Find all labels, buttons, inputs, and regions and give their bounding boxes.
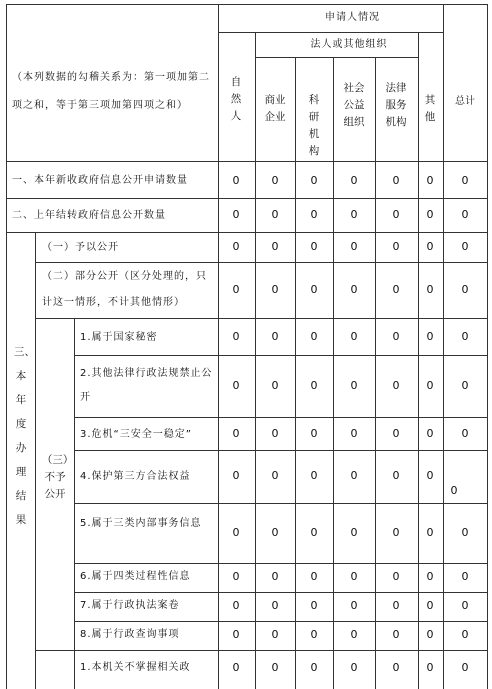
row-enforcement-files: 7.属于行政执法案卷 [80, 600, 180, 611]
value-cell: 0 [392, 240, 400, 253]
value-cell: 0 [461, 283, 469, 296]
value-cell: 0 [232, 469, 240, 482]
grid-line [218, 32, 443, 33]
value-cell: 0 [461, 240, 469, 253]
value-cell: 0 [271, 628, 279, 641]
value-cell: 0 [271, 526, 279, 539]
value-cell: 0 [310, 599, 318, 612]
grid-line [375, 57, 376, 689]
value-cell: 0 [461, 379, 469, 392]
value-cell: 0 [271, 661, 279, 674]
value-cell: 0 [450, 484, 458, 497]
value-cell: 0 [392, 526, 400, 539]
value-cell: 0 [426, 628, 434, 641]
value-cell: 0 [271, 208, 279, 221]
value-cell: 0 [426, 330, 434, 343]
value-cell: 0 [392, 427, 400, 440]
value-cell: 0 [426, 240, 434, 253]
grid-line [6, 161, 487, 162]
value-cell: 0 [392, 283, 400, 296]
other-header: 其他 [424, 94, 436, 123]
social-welfare-header: 社会公益组织 [343, 82, 365, 128]
grid-line [35, 232, 36, 689]
value-cell: 0 [350, 208, 358, 221]
relationship-note: （本列数据的勾稽关系为：第一项加第二项之和，等于第三项加第四项之和） [12, 72, 210, 111]
value-cell: 0 [461, 208, 469, 221]
value-cell: 0 [392, 628, 400, 641]
value-cell: 0 [232, 379, 240, 392]
value-cell: 0 [271, 469, 279, 482]
grid-line [218, 4, 219, 689]
value-cell: 0 [232, 526, 240, 539]
grid-line [74, 503, 487, 504]
value-cell: 0 [392, 570, 400, 583]
value-cell: 0 [271, 283, 279, 296]
value-cell: 0 [350, 174, 358, 187]
value-cell: 0 [426, 599, 434, 612]
value-cell: 0 [310, 283, 318, 296]
value-cell: 0 [461, 628, 469, 641]
value-cell: 0 [310, 208, 318, 221]
value-cell: 0 [461, 526, 469, 539]
value-cell: 0 [271, 174, 279, 187]
value-cell: 0 [232, 330, 240, 343]
value-cell: 0 [232, 661, 240, 674]
grid-line [74, 417, 487, 418]
value-cell: 0 [350, 469, 358, 482]
value-cell: 0 [350, 283, 358, 296]
grid-line [74, 621, 487, 622]
row-three-security: 3.危机“三安全一稳定” [80, 429, 192, 440]
value-cell: 0 [310, 570, 318, 583]
value-cell: 0 [271, 379, 279, 392]
value-cell: 0 [232, 240, 240, 253]
grid-line [74, 563, 487, 564]
row-law-prohibited: 2.其他法律行政法规禁止公开 [80, 368, 213, 403]
row-new-requests: 一、本年新收政府信息公开申请数量 [12, 175, 188, 186]
value-cell: 0 [392, 469, 400, 482]
legal-entities-header: 法人或其他组织 [310, 39, 388, 50]
value-cell: 0 [461, 661, 469, 674]
value-cell: 0 [350, 379, 358, 392]
row-process-info: 6.属于四类过程性信息 [80, 571, 191, 582]
applicant-info-header: 申请人情况 [325, 12, 380, 23]
value-cell: 0 [350, 330, 358, 343]
grid-line [74, 355, 487, 356]
commercial-header: 商业企业 [264, 94, 286, 123]
value-cell: 0 [350, 661, 358, 674]
value-cell: 0 [461, 174, 469, 187]
value-cell: 0 [426, 526, 434, 539]
grid-line [487, 4, 488, 689]
row-state-secret: 1.属于国家秘密 [80, 332, 158, 343]
value-cell: 0 [232, 599, 240, 612]
value-cell: 0 [232, 283, 240, 296]
value-cell: 0 [350, 570, 358, 583]
research-header: 科研机构 [308, 94, 320, 157]
row-partially-disclosed: （二）部分公开（区分处理的，只计这一情形，不计其他情形） [42, 271, 207, 308]
row-not-held: 1.本机关不掌握相关政 [80, 662, 191, 673]
value-cell: 0 [271, 330, 279, 343]
value-cell: 0 [426, 379, 434, 392]
row-carried-over: 二、上年结转政府信息公开数量 [12, 210, 166, 221]
value-cell: 0 [350, 628, 358, 641]
row-query-items: 8.属于行政查询事项 [80, 629, 180, 640]
value-cell: 0 [310, 661, 318, 674]
value-cell: 0 [426, 208, 434, 221]
value-cell: 0 [232, 427, 240, 440]
grid-line [418, 32, 419, 689]
value-cell: 0 [426, 661, 434, 674]
value-cell: 0 [461, 570, 469, 583]
value-cell: 0 [350, 599, 358, 612]
value-cell: 0 [350, 240, 358, 253]
value-cell: 0 [392, 379, 400, 392]
value-cell: 0 [392, 661, 400, 674]
value-cell: 0 [232, 628, 240, 641]
grid-line [255, 57, 418, 58]
value-cell: 0 [392, 174, 400, 187]
value-cell: 0 [310, 628, 318, 641]
value-cell: 0 [232, 570, 240, 583]
value-cell: 0 [461, 427, 469, 440]
grid-line [35, 650, 487, 651]
value-cell: 0 [271, 570, 279, 583]
row-disclosed: （一）予以公开 [42, 242, 119, 253]
legal-service-header: 法律服务机构 [385, 82, 407, 128]
grid-line [74, 450, 487, 451]
value-cell: 0 [310, 240, 318, 253]
value-cell: 0 [426, 174, 434, 187]
value-cell: 0 [350, 526, 358, 539]
value-cell: 0 [310, 526, 318, 539]
value-cell: 0 [310, 469, 318, 482]
value-cell: 0 [271, 427, 279, 440]
value-cell: 0 [461, 599, 469, 612]
grid-line [6, 4, 7, 689]
total-header: 总计 [455, 96, 475, 107]
value-cell: 0 [426, 283, 434, 296]
value-cell: 0 [426, 427, 434, 440]
value-cell: 0 [271, 240, 279, 253]
section-results-label: 三、本年度办理结果 [14, 346, 35, 526]
grid-line [74, 592, 487, 593]
row-third-party: 4.保护第三方合法权益 [80, 471, 191, 482]
value-cell: 0 [350, 427, 358, 440]
value-cell: 0 [232, 208, 240, 221]
grid-line [6, 198, 487, 199]
grid-line [333, 57, 334, 689]
value-cell: 0 [271, 599, 279, 612]
value-cell: 0 [310, 427, 318, 440]
value-cell: 0 [392, 330, 400, 343]
grid-line [35, 318, 487, 319]
grid-line [255, 32, 256, 689]
not-disclosed-label: （三）不予公开 [41, 454, 69, 500]
grid-line [6, 232, 487, 233]
value-cell: 0 [461, 330, 469, 343]
grid-line [35, 262, 487, 263]
value-cell: 0 [392, 599, 400, 612]
value-cell: 0 [426, 469, 434, 482]
row-internal-affairs: 5.属于三类内部事务信息 [80, 518, 202, 529]
value-cell: 0 [310, 379, 318, 392]
value-cell: 0 [232, 174, 240, 187]
grid-line [6, 4, 487, 5]
value-cell: 0 [426, 570, 434, 583]
grid-line [295, 57, 296, 689]
value-cell: 0 [392, 208, 400, 221]
grid-line [74, 318, 75, 689]
value-cell: 0 [310, 330, 318, 343]
natural-person-header: 自然人 [230, 76, 242, 122]
value-cell: 0 [310, 174, 318, 187]
